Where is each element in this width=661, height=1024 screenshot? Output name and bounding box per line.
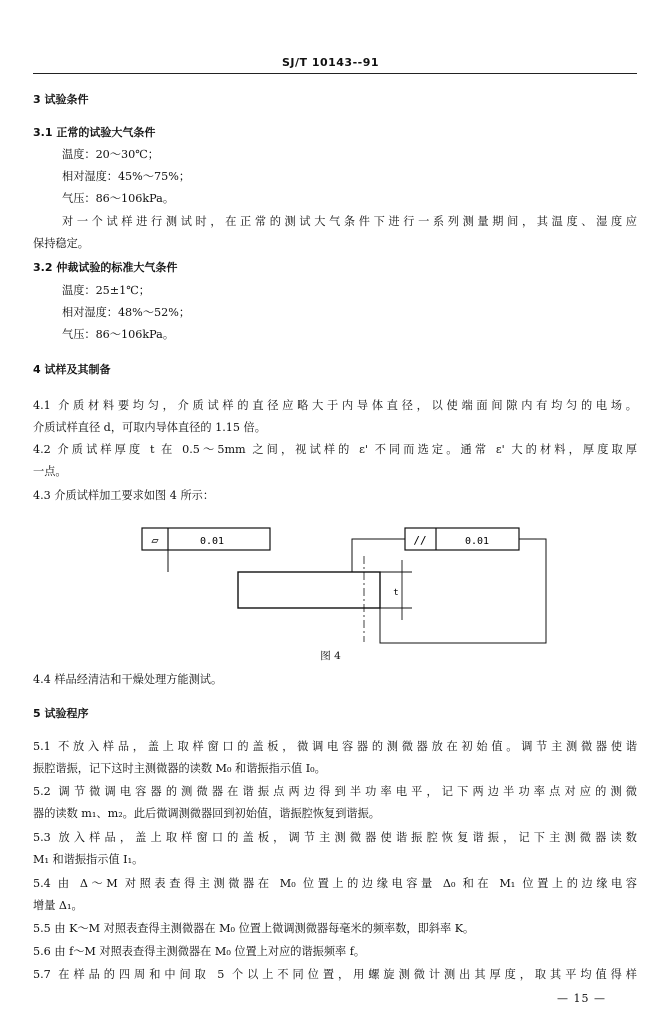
s41-line2: 介质试样直径 d，可取内导体直径的 1.15 倍。: [33, 421, 266, 434]
page-number: — 15 —: [557, 992, 606, 1005]
s41-line1: 4.1 介质材料要均匀，介质试样的直径应略大于内导体直径，以使端面间隙内有均匀的电场。: [33, 399, 637, 412]
flatness-value: 0.01: [199, 536, 225, 547]
s53-line1: 5.3 放入样品，盖上取样窗口的盖板，调节主测微器使谐振腔恢复谐振，记下主测微器读数: [33, 831, 637, 844]
s31-pressure: 气压：86～106kPa。: [62, 192, 175, 205]
s51-line2: 振腔谐振，记下这时主测微器的读数 M₀ 和谐振指示值 I₀。: [33, 762, 326, 775]
section-3-1-title: 3.1 正常的试验大气条件: [33, 126, 156, 139]
parallelism-leader: [352, 539, 405, 572]
s32-temperature: 温度：25±1℃；: [62, 284, 150, 297]
standard-code-header: SJ/T 10143--91: [281, 56, 380, 69]
s53-line2: M₁ 和谐振指示值 I₁。: [33, 853, 144, 866]
parallelism-symbol: //: [413, 534, 427, 547]
figure-4-caption: 图 4: [320, 650, 341, 662]
s32-pressure: 气压：86～106kPa。: [62, 328, 175, 341]
s42-line2: 一点。: [33, 465, 67, 478]
thickness-mark: t: [393, 588, 399, 598]
flatness-symbol: ▱: [151, 533, 159, 547]
figure-4: [0, 520, 661, 650]
s54-line1: 5.4 由 Δ～M 对照表查得主测微器在 M₀ 位置上的边缘电容量 Δ₀ 和在 M₁ 位置上的边缘电容: [33, 877, 637, 890]
section-4-title: 4 试样及其制备: [33, 363, 111, 376]
datum-leader: [380, 539, 546, 643]
s52-line1: 5.2 调节微调电容器的测微器在谐振点两边得到半功率电平，记下两边半功率点对应的测微: [33, 785, 637, 798]
figure-4-drawing: [0, 520, 661, 650]
section-5-title: 5 试验程序: [33, 707, 89, 720]
s52-line2: 器的读数 m₁、m₂。此后微调测微器回到初始值，谐振腔恢复到谐振。: [33, 807, 380, 820]
s56-text: 5.6 由 f～M 对照表查得主测微器在 M₀ 位置上对应的谐振频率 f。: [33, 945, 366, 958]
section-3-2-title: 3.2 仲裁试验的标准大气条件: [33, 261, 178, 274]
s54-line2: 增量 Δ₁。: [33, 899, 83, 912]
s44-text: 4.4 样品经清洁和干燥处理方能测试。: [33, 673, 223, 686]
parallelism-value: 0.01: [464, 536, 490, 547]
s42-line1: 4.2 介质试样厚度 t 在 0.5～5mm 之间，视试样的 ε' 不同而选定。通常 ε' 大的材料，厚度取厚: [33, 443, 637, 456]
s31-paragraph-line1: 对一个试样进行测试时，在正常的测试大气条件下进行一系列测量期间，其温度、湿度应: [62, 215, 637, 228]
s51-line1: 5.1 不放入样品，盖上取样窗口的盖板，微调电容器的测微器放在初始值。调节主测微器使谐: [33, 740, 637, 753]
s32-humidity: 相对湿度：48%～52%；: [62, 306, 191, 319]
s31-paragraph-line2: 保持稳定。: [33, 237, 89, 250]
s31-temperature: 温度：20～30℃；: [62, 148, 159, 161]
s43-text: 4.3 介质试样加工要求如图 4 所示：: [33, 489, 215, 502]
s57-text: 5.7 在样品的四周和中间取 5 个以上不同位置，用螺旋测微计测出其厚度，取其平均值得样: [33, 968, 637, 981]
specimen-outline: [238, 572, 380, 608]
s55-text: 5.5 由 K～M 对照表查得主测微器在 M₀ 位置上微调测微器每毫米的频率数，即斜率 K。: [33, 922, 475, 935]
header-rule: [33, 73, 637, 74]
section-3-title: 3 试验条件: [33, 93, 89, 106]
s31-humidity: 相对湿度：45%～75%；: [62, 170, 191, 183]
